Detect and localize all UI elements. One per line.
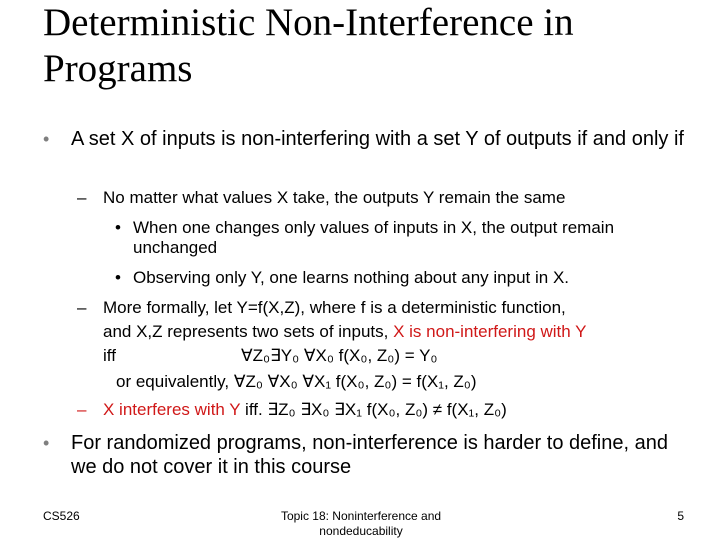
bullet-2-text: For randomized programs, non-interference is harder to define, and we do not cover it in this course <box>71 432 668 478</box>
equivalently-label: or equivalently, <box>116 372 230 391</box>
bullet-dot-icon: • <box>115 268 121 287</box>
sub-sub-bullet-2-text: Observing only Y, one learns nothing about any input in X. <box>133 268 570 287</box>
footer-course: CS526 <box>43 509 80 523</box>
dash-icon: – <box>77 400 87 419</box>
sub-bullet-2-line2a: and X,Z represents two sets of inputs, <box>103 322 394 341</box>
footer-topic: Topic 18: Noninterference and nondeducability <box>280 509 442 538</box>
sub-bullet-1-text: No matter what values X take, the outputs Y remain the same <box>103 188 566 207</box>
bullet-2 <box>43 431 693 479</box>
bullet-dot-icon: • <box>43 433 50 453</box>
formula-2: ∀Z₀ ∀X₀ ∀X₁ f(X₀, Z₀) = f(X₁, Z₀) <box>233 372 477 391</box>
sub-bullet-2-line2 <box>103 322 713 342</box>
sub-bullet-3 <box>77 400 703 420</box>
sub-sub-bullet-1 <box>115 218 653 258</box>
sub-bullet-2 <box>77 298 703 318</box>
formula-1: ∀Z₀∃Y₀ ∀X₀ f(X₀, Z₀) = Y₀ <box>241 346 438 365</box>
interferes-highlight: X interferes with Y <box>103 400 241 419</box>
bullet-1 <box>43 127 693 151</box>
slide-title: Deterministic Non-Interference in Programs <box>43 1 574 90</box>
bullet-dot-icon: • <box>43 129 50 149</box>
formula-2-line <box>116 372 706 392</box>
sub-bullet-3-rest: iff. ∃Z₀ ∃X₀ ∃X₁ f(X₀, Z₀) ≠ f(X₁, Z₀) <box>240 400 507 419</box>
sub-sub-bullet-1-text: When one changes only values of inputs in X, the output remain unchanged <box>133 218 615 257</box>
sub-bullet-1 <box>77 188 703 208</box>
sub-sub-bullet-2 <box>115 268 693 288</box>
bullet-dot-icon: • <box>115 218 121 237</box>
non-interfering-highlight: X is non-interfering with Y <box>393 322 587 341</box>
dash-icon: – <box>77 188 87 207</box>
footer-page-number: 5 <box>677 509 684 523</box>
dash-icon: – <box>77 298 87 317</box>
sub-bullet-2-line1: More formally, let Y=f(X,Z), where f is a deterministic function, <box>103 298 566 317</box>
bullet-1-text: A set X of inputs is non-interfering with a set Y of outputs if and only if <box>71 128 684 150</box>
iff-label: iff <box>103 346 116 365</box>
